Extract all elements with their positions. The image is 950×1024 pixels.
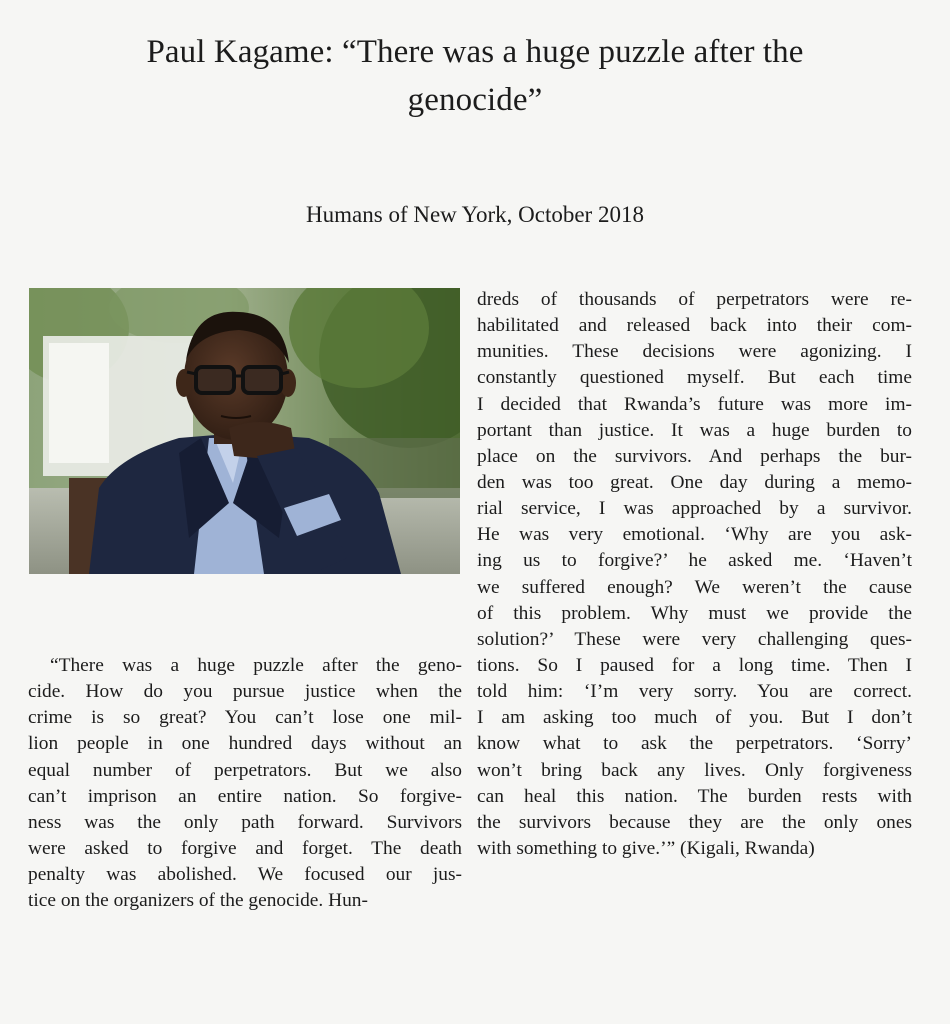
text-line: know what to ask the perpetrators. ‘Sorry’ — [477, 733, 912, 755]
portrait-photo — [29, 288, 460, 574]
left-column — [28, 653, 462, 914]
text-line: with something to give.’” (Kigali, Rwanda) — [477, 837, 815, 859]
text-line: were asked to forgive and forget. The death — [28, 837, 462, 859]
text-line: can’t imprison an entire nation. So forgive- — [28, 785, 462, 807]
text-line: can heal this nation. The burden rests with — [477, 785, 912, 807]
text-line: place on the survivors. And perhaps the bur- — [477, 445, 912, 467]
text-line: munities. These decisions were agonizing. I — [477, 341, 912, 363]
article-title — [40, 28, 910, 124]
portrait-illustration — [29, 288, 460, 574]
text-line: equal number of perpetrators. But we also — [28, 759, 462, 781]
text-line: ness was the only path forward. Survivors — [28, 811, 462, 833]
text-line: of this problem. Why must we provide the — [477, 602, 912, 624]
text-line: habilitated and released back into their com- — [477, 315, 912, 337]
text-line: portant than justice. It was a huge burden to — [477, 419, 912, 441]
text-line: we suffered enough? We weren’t the cause — [477, 576, 912, 598]
text-line: crime is so great? You can’t lose one mil- — [28, 707, 462, 729]
text-line: lion people in one hundred days without an — [28, 733, 462, 755]
text-line: told him: ‘I’m very sorry. You are correct. — [477, 681, 912, 703]
text-line: dreds of thousands of perpetrators were re- — [477, 289, 912, 310]
title-line-1: Paul Kagame: “There was a huge puzzle after the — [146, 34, 804, 70]
text-line: ing us to forgive?’ he asked me. ‘Haven’t — [477, 550, 912, 572]
text-line: I am asking too much of you. But I don’t — [477, 707, 912, 729]
text-line: rial service, I was approached by a survivor. — [477, 498, 912, 520]
text-line: penalty was abolished. We focused our jus- — [28, 864, 462, 886]
text-line: tions. So I paused for a long time. Then I — [477, 654, 912, 676]
text-line: constantly questioned myself. But each time — [477, 367, 912, 389]
text-line: “There was a huge puzzle after the geno- — [50, 655, 462, 676]
title-line-2: genocide” — [407, 82, 543, 118]
text-line: He was very emotional. ‘Why are you ask- — [477, 524, 912, 546]
text-line: tice on the organizers of the genocide. Hun- — [28, 890, 368, 912]
text-line: solution?’ These were very challenging ques- — [477, 628, 912, 650]
text-line: I decided that Rwanda’s future was more im- — [477, 393, 912, 415]
right-column — [477, 287, 912, 862]
text-line: the survivors because they are the only ones — [477, 811, 912, 833]
text-line: won’t bring back any lives. Only forgiveness — [477, 759, 912, 781]
text-line: cide. How do you pursue justice when the — [28, 681, 462, 703]
text-line: den was too great. One day during a memo- — [477, 471, 912, 493]
article-byline: Humans of New York, October 2018 — [306, 202, 644, 227]
